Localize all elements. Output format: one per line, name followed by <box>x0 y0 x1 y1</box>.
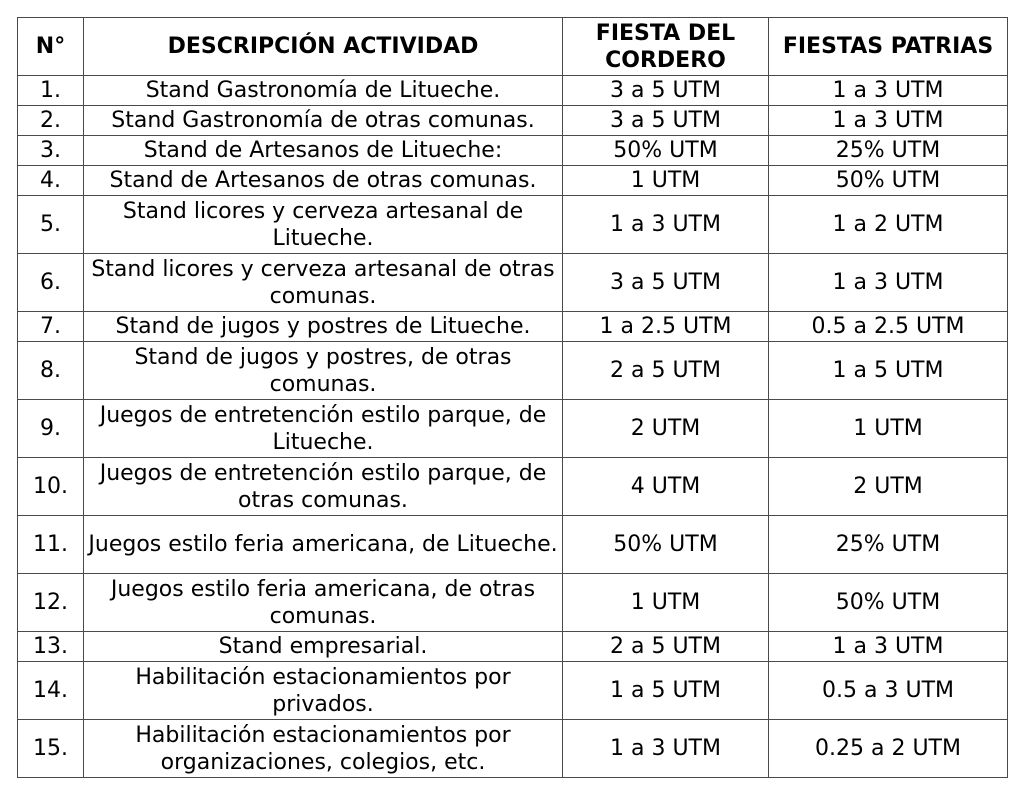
table-row <box>18 662 1008 720</box>
cell-fiesta-cordero: 1 a 3 UTM <box>563 720 769 778</box>
cell-fiesta-cordero: 2 UTM <box>563 400 769 458</box>
cell-description: Habilitación estacionamientos por privados. <box>84 662 563 720</box>
cell-fiesta-cordero: 3 a 5 UTM <box>563 254 769 312</box>
cell-num: 7. <box>18 312 84 342</box>
cell-description: Juegos estilo feria americana, de Litueche. <box>84 516 563 574</box>
cell-num: 8. <box>18 342 84 400</box>
table-row <box>18 720 1008 778</box>
cell-fiesta-cordero: 50% UTM <box>563 516 769 574</box>
cell-fiesta-cordero: 3 a 5 UTM <box>563 76 769 106</box>
cell-fiestas-patrias: 1 UTM <box>769 400 1008 458</box>
table-row <box>18 136 1008 166</box>
header-description: DESCRIPCIÓN ACTIVIDAD <box>84 18 563 76</box>
cell-num: 10. <box>18 458 84 516</box>
cell-num: 12. <box>18 574 84 632</box>
header-fiesta-cordero: FIESTA DEL CORDERO <box>563 18 769 76</box>
cell-num: 5. <box>18 196 84 254</box>
cell-num: 14. <box>18 662 84 720</box>
cell-fiestas-patrias: 25% UTM <box>769 516 1008 574</box>
cell-num: 6. <box>18 254 84 312</box>
cell-description: Juegos de entretención estilo parque, de otras comunas. <box>84 458 563 516</box>
table-row <box>18 254 1008 312</box>
table-row <box>18 516 1008 574</box>
cell-num: 9. <box>18 400 84 458</box>
cell-num: 15. <box>18 720 84 778</box>
header-num: N° <box>18 18 84 76</box>
header-fiestas-patrias: FIESTAS PATRIAS <box>769 18 1008 76</box>
cell-fiesta-cordero: 2 a 5 UTM <box>563 632 769 662</box>
table-row <box>18 196 1008 254</box>
cell-num: 11. <box>18 516 84 574</box>
cell-fiestas-patrias: 1 a 5 UTM <box>769 342 1008 400</box>
cell-fiesta-cordero: 3 a 5 UTM <box>563 106 769 136</box>
cell-fiesta-cordero: 1 a 3 UTM <box>563 196 769 254</box>
table-row <box>18 166 1008 196</box>
cell-description: Stand de jugos y postres, de otras comunas. <box>84 342 563 400</box>
table-row <box>18 76 1008 106</box>
table-row <box>18 574 1008 632</box>
cell-fiesta-cordero: 1 a 5 UTM <box>563 662 769 720</box>
cell-description: Stand de jugos y postres de Litueche. <box>84 312 563 342</box>
cell-description: Stand licores y cerveza artesanal de Litueche. <box>84 196 563 254</box>
cell-description: Stand Gastronomía de Litueche. <box>84 76 563 106</box>
cell-fiesta-cordero: 2 a 5 UTM <box>563 342 769 400</box>
cell-fiestas-patrias: 1 a 3 UTM <box>769 76 1008 106</box>
table-row <box>18 342 1008 400</box>
cell-num: 2. <box>18 106 84 136</box>
cell-fiesta-cordero: 1 UTM <box>563 574 769 632</box>
cell-description: Stand licores y cerveza artesanal de otras comunas. <box>84 254 563 312</box>
cell-fiesta-cordero: 50% UTM <box>563 136 769 166</box>
table-header-row <box>18 18 1008 76</box>
cell-fiestas-patrias: 0.25 a 2 UTM <box>769 720 1008 778</box>
cell-description: Stand de Artesanos de otras comunas. <box>84 166 563 196</box>
cell-fiesta-cordero: 1 UTM <box>563 166 769 196</box>
table-row <box>18 632 1008 662</box>
cell-fiesta-cordero: 1 a 2.5 UTM <box>563 312 769 342</box>
cell-description: Stand de Artesanos de Litueche: <box>84 136 563 166</box>
cell-fiestas-patrias: 0.5 a 2.5 UTM <box>769 312 1008 342</box>
cell-description: Habilitación estacionamientos por organizaciones, colegios, etc. <box>84 720 563 778</box>
cell-num: 3. <box>18 136 84 166</box>
cell-fiestas-patrias: 0.5 a 3 UTM <box>769 662 1008 720</box>
table-row <box>18 106 1008 136</box>
cell-fiestas-patrias: 50% UTM <box>769 166 1008 196</box>
table-row <box>18 400 1008 458</box>
cell-num: 13. <box>18 632 84 662</box>
cell-description: Juegos de entretención estilo parque, de Litueche. <box>84 400 563 458</box>
cell-fiestas-patrias: 1 a 2 UTM <box>769 196 1008 254</box>
cell-fiestas-patrias: 1 a 3 UTM <box>769 254 1008 312</box>
cell-fiesta-cordero: 4 UTM <box>563 458 769 516</box>
cell-description: Juegos estilo feria americana, de otras comunas. <box>84 574 563 632</box>
cell-fiestas-patrias: 2 UTM <box>769 458 1008 516</box>
fees-table <box>17 17 1008 778</box>
cell-fiestas-patrias: 50% UTM <box>769 574 1008 632</box>
table-row <box>18 312 1008 342</box>
cell-fiestas-patrias: 1 a 3 UTM <box>769 106 1008 136</box>
cell-num: 4. <box>18 166 84 196</box>
cell-num: 1. <box>18 76 84 106</box>
table-row <box>18 458 1008 516</box>
cell-description: Stand Gastronomía de otras comunas. <box>84 106 563 136</box>
cell-fiestas-patrias: 25% UTM <box>769 136 1008 166</box>
cell-description: Stand empresarial. <box>84 632 563 662</box>
cell-fiestas-patrias: 1 a 3 UTM <box>769 632 1008 662</box>
